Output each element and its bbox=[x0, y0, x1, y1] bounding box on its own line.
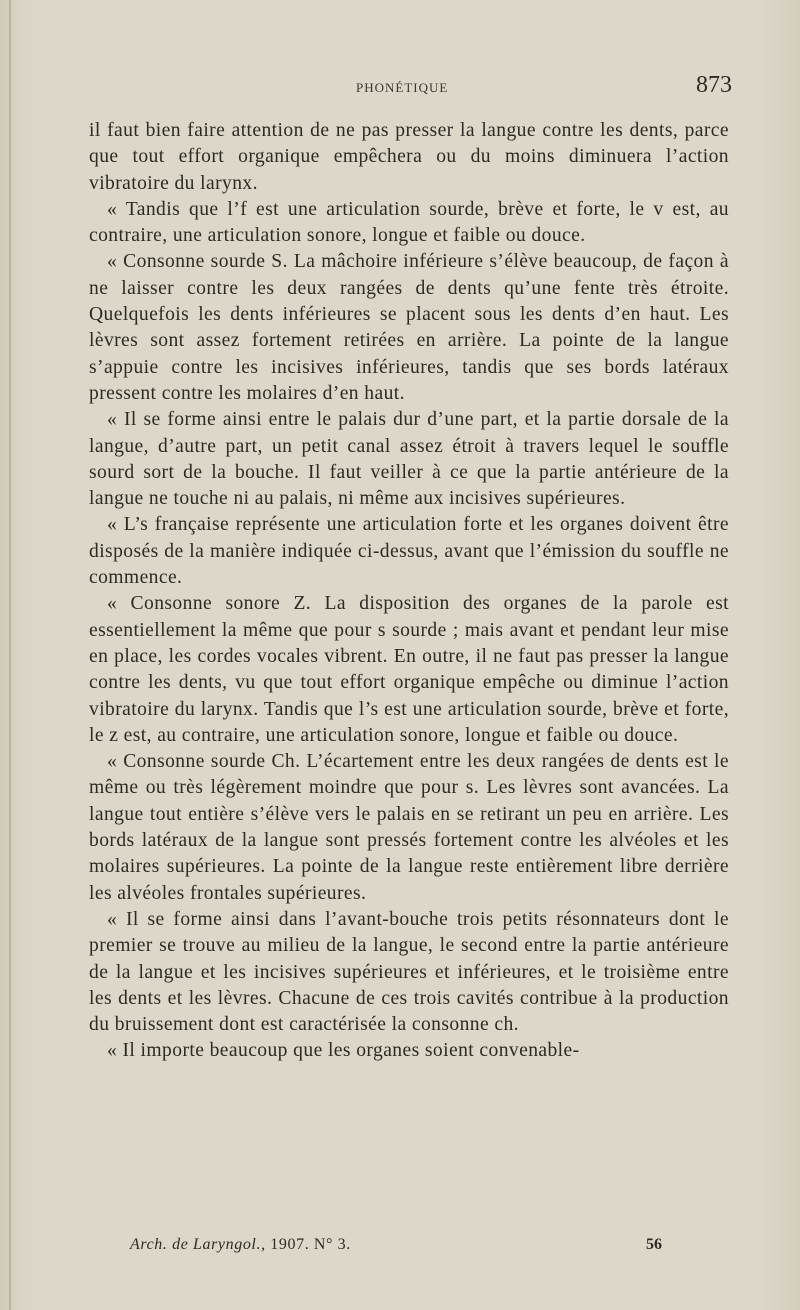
running-head-title: PHONÉTIQUE bbox=[356, 80, 449, 95]
text-body bbox=[89, 118, 729, 1065]
paragraph-1: il faut bien faire attention de ne pas presser la langue contre les dents, parce que tout effort organique empêchera ou du moins diminuera l’action vibratoire du larynx. bbox=[89, 120, 729, 194]
footer-journal-title: Arch. de Laryngol., bbox=[130, 1236, 266, 1253]
page-number: 873 bbox=[696, 72, 732, 98]
paragraph-4: « Il se forme ainsi entre le palais dur d’une part, et la partie dorsale de la langue, d’autre part, un petit canal assez étroit à travers lequel le souffle sourd sort de la bouche. Il faut veiller à ce que la partie antérieure de la langue ne touche ni au palais, ni même aux incisives supérieures. bbox=[89, 409, 729, 510]
footer-year-issue: 1907. N° 3. bbox=[270, 1236, 351, 1253]
paragraph-6: « Consonne sonore Z. La disposition des organes de la parole est essentiellement la même que pour s sourde ; mais avant et pendant leur mise en place, les cordes vocales vibrent. En outre, il ne faut pas presser la langue contre les dents, vu que tout effort organique empêche ou diminue l’action vibratoire du larynx. Tandis que l’s est une articulation sourde, brève et forte, le z est, au contraire, une articulation sonore, longue et faible ou douce. bbox=[89, 593, 729, 746]
page-edge-line bbox=[9, 0, 11, 1310]
page-footer bbox=[0, 1236, 800, 1260]
paragraph-3: « Consonne sourde S. La mâchoire inférieure s’élève beaucoup, de façon à ne laisser contre les deux rangées de dents qu’une fente très étroite. Quelquefois les dents inférieures se placent sous les dents d’en haut. Les lèvres sont assez fortement retirées en arrière. La pointe de la langue s’appuie contre les incisives inférieures, tandis que ses bords latéraux pressent contre les molaires d’en haut. bbox=[89, 251, 729, 404]
paragraph-5: « L’s française représente une articulation forte et les organes doivent être disposés de la manière indiquée ci-dessus, avant que l’émission du souffle ne commence. bbox=[89, 514, 729, 589]
paragraph-7: « Consonne sourde Ch. L’écartement entre les deux rangées de dents est le même ou très légèrement moindre que pour s. Les lèvres sont avancées. La langue tout entière s’élève vers le palais en se retirant un peu en arrière. Les bords latéraux de la langue sont pressés fortement contre les alvéoles et les molaires supérieures. La pointe de la langue reste entièrement libre derrière les alvéoles frontales supérieures. bbox=[89, 751, 729, 904]
signature-mark: 56 bbox=[646, 1236, 662, 1253]
paragraph-9: « Il importe beaucoup que les organes soient convenable- bbox=[107, 1040, 580, 1062]
running-head bbox=[0, 72, 800, 104]
footer-citation bbox=[130, 1236, 351, 1254]
paragraph-2: « Tandis que l’f est une articulation sourde, brève et forte, le v est, au contraire, une articulation sonore, longue et faible ou douce. bbox=[89, 198, 729, 247]
paragraph-8: « Il se forme ainsi dans l’avant-bouche trois petits résonnateurs dont le premier se trouve au milieu de la langue, le second entre la partie antérieure de la langue et les incisives supérieures et inférieures, et le troisième entre les dents et les lèvres. Chacune de ces trois cavités contribue à la production du bruissement dont est caractérisée la consonne ch. bbox=[89, 908, 729, 1036]
